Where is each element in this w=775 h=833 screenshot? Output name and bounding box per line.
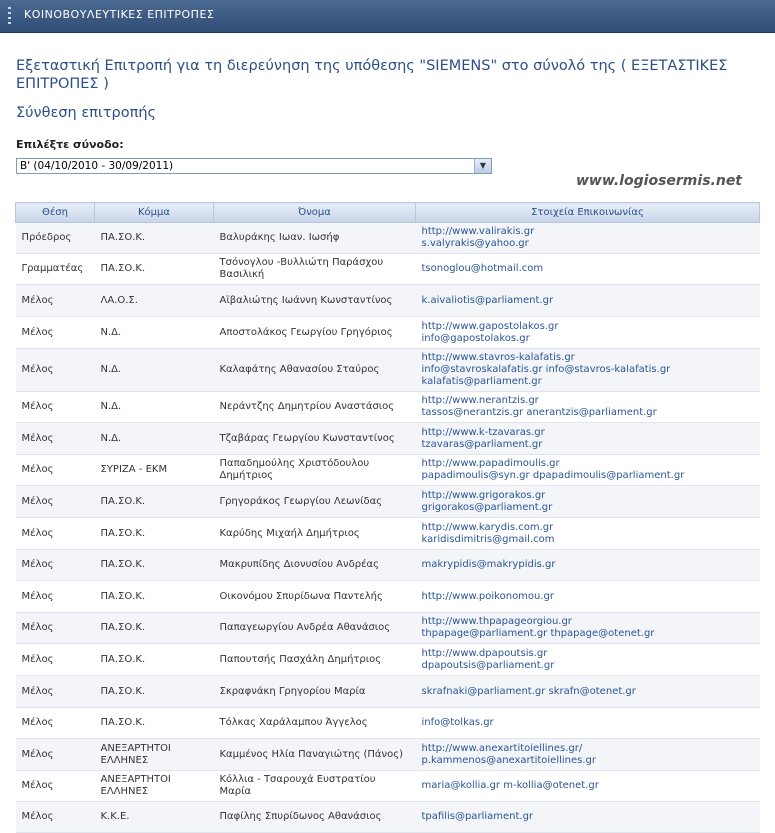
contact-link[interactable]: tassos@nerantzis.gr anerantzis@parliament.gr bbox=[421, 407, 657, 418]
table-row bbox=[16, 739, 760, 771]
cell-contact bbox=[416, 423, 760, 455]
cell-contact bbox=[416, 739, 760, 771]
table-row bbox=[16, 771, 760, 802]
cell-party: ΑΝΕΞΑΡΤΗΤΟΙ ΕΛΛΗΝΕΣ bbox=[95, 771, 214, 802]
cell-contact bbox=[416, 349, 760, 392]
column-header-contact: Στοιχεία Επικοινωνίας bbox=[416, 203, 760, 223]
cell-party: Ν.Δ. bbox=[95, 423, 214, 455]
cell-contact bbox=[416, 518, 760, 550]
contact-link[interactable]: thpapage@parliament.gr thpapage@otenet.gr bbox=[421, 628, 655, 639]
watermark: www.logiosermis.net bbox=[576, 173, 743, 189]
cell-name: Αϊβαλιώτης Ιωάννη Κωνσταντίνος bbox=[214, 285, 416, 317]
contact-link[interactable]: info@tolkas.gr bbox=[421, 717, 494, 728]
cell-party: Ν.Δ. bbox=[95, 349, 214, 392]
cell-position: Μέλος bbox=[16, 423, 95, 455]
cell-name: Οικονόμου Σπυρίδωνα Παντελής bbox=[214, 581, 416, 613]
cell-party: Ν.Δ. bbox=[95, 317, 214, 349]
cell-position: Μέλος bbox=[16, 708, 95, 739]
cell-position: Μέλος bbox=[16, 644, 95, 676]
cell-position: Μέλος bbox=[16, 518, 95, 550]
cell-name: Μακρυπίδης Διονυσίου Ανδρέας bbox=[214, 550, 416, 581]
contact-link[interactable]: tzavaras@parliament.gr bbox=[421, 438, 543, 450]
contact-link[interactable]: s.valyrakis@yahoo.gr bbox=[421, 238, 529, 249]
contact-link[interactable]: skrafnaki@parliament.gr skrafn@otenet.gr bbox=[421, 685, 636, 697]
contact-link[interactable]: http://www.gapostolakos.gr bbox=[421, 320, 559, 332]
session-select-label: Επιλέξτε σύνοδο: bbox=[16, 138, 124, 151]
table-row bbox=[16, 455, 760, 486]
table-row bbox=[16, 802, 760, 833]
cell-name: Καλαφάτης Αθανασίου Σταύρος bbox=[214, 349, 416, 392]
contact-link[interactable]: http://www.papadimoulis.gr bbox=[421, 458, 560, 469]
cell-position: Μέλος bbox=[16, 392, 95, 423]
contact-link[interactable]: http://www.k-tzavaras.gr bbox=[421, 426, 545, 438]
contact-link[interactable]: http://www.anexartitoiellines.gr/ bbox=[421, 742, 583, 754]
contact-link[interactable]: karidisdimitris@gmail.com bbox=[421, 533, 555, 545]
cell-name: Γρηγοράκος Γεωργίου Λεωνίδας bbox=[214, 486, 416, 518]
cell-contact bbox=[416, 455, 760, 486]
top-bar bbox=[0, 0, 775, 33]
contact-link[interactable]: http://www.dpapoutsis.gr bbox=[421, 647, 548, 659]
table-row bbox=[16, 317, 760, 349]
chevron-down-icon[interactable]: ▼ bbox=[474, 159, 491, 173]
cell-contact bbox=[416, 254, 760, 285]
cell-position: Μέλος bbox=[16, 581, 95, 613]
cell-party: ΠΑ.ΣΟ.Κ. bbox=[95, 708, 214, 739]
cell-party: ΠΑ.ΣΟ.Κ. bbox=[95, 644, 214, 676]
cell-party: ΠΑ.ΣΟ.Κ. bbox=[95, 518, 214, 550]
cell-name: Καμμένος Ηλία Παναγιώτης (Πάνος) bbox=[214, 739, 416, 771]
cell-position: Μέλος bbox=[16, 676, 95, 708]
contact-link[interactable]: tsonoglou@hotmail.com bbox=[421, 263, 544, 274]
page-title: Εξεταστική Επιτροπή για τη διερεύνηση της υπόθεσης "SIEMENS" στο σύνολό της ( ΕΞΕΤΑΣΤΙΚΕΣ ΕΠΙΤΡΟΠΕΣ ) bbox=[16, 58, 728, 92]
cell-name: Κόλλια - Τσαρουχά Ευστρατίου Μαρία bbox=[214, 771, 416, 802]
cell-name: Παφίλης Σπυρίδωνος Αθανάσιος bbox=[214, 802, 416, 833]
cell-contact bbox=[416, 486, 760, 518]
cell-party: ΠΑ.ΣΟ.Κ. bbox=[95, 254, 214, 285]
contact-link[interactable]: info@stavroskalafatis.gr info@stavros-kalafatis.gr bbox=[421, 364, 671, 375]
cell-name: Βαλυράκης Ιωαν. Ιωσήφ bbox=[214, 223, 416, 254]
cell-party: ΠΑ.ΣΟ.Κ. bbox=[95, 676, 214, 708]
table-row bbox=[16, 486, 760, 518]
cell-position: Γραμματέας bbox=[16, 254, 95, 285]
grip-icon bbox=[8, 7, 11, 25]
table-row bbox=[16, 349, 760, 392]
cell-position: Μέλος bbox=[16, 613, 95, 644]
table-row bbox=[16, 518, 760, 550]
cell-contact bbox=[416, 581, 760, 613]
contact-link[interactable]: makrypidis@makrypidis.gr bbox=[421, 559, 556, 570]
column-header-name: Όνομα bbox=[214, 203, 416, 223]
contact-link[interactable]: http://www.nerantzis.gr bbox=[421, 395, 539, 406]
cell-contact bbox=[416, 613, 760, 644]
cell-contact bbox=[416, 771, 760, 802]
cell-name: Σκραφνάκη Γρηγορίου Μαρία bbox=[214, 676, 416, 708]
contact-link[interactable]: papadimoulis@syn.gr dpapadimoulis@parliament.gr bbox=[421, 470, 685, 481]
session-select-value: Β' (04/10/2010 - 30/09/2011) bbox=[20, 160, 174, 172]
cell-contact bbox=[416, 285, 760, 317]
cell-name: Καρύδης Μιχαήλ Δημήτριος bbox=[214, 518, 416, 550]
cell-position: Μέλος bbox=[16, 771, 95, 802]
cell-contact bbox=[416, 223, 760, 254]
contact-link[interactable]: dpapoutsis@parliament.gr bbox=[421, 659, 555, 671]
table-header-row bbox=[16, 203, 760, 223]
contact-link[interactable]: k.aivaliotis@parliament.gr bbox=[421, 294, 554, 306]
contact-link[interactable]: http://www.karydis.com.gr bbox=[421, 521, 554, 533]
cell-name: Τσόνογλου -Βυλλιώτη Παράσχου Βασιλική bbox=[214, 254, 416, 285]
cell-name: Τόλκας Χαράλαμπου Άγγελος bbox=[214, 708, 416, 739]
cell-position: Μέλος bbox=[16, 285, 95, 317]
cell-position: Μέλος bbox=[16, 550, 95, 581]
contact-link[interactable]: kalafatis@parliament.gr bbox=[421, 376, 542, 387]
cell-party: ΠΑ.ΣΟ.Κ. bbox=[95, 223, 214, 254]
table-row bbox=[16, 392, 760, 423]
cell-contact bbox=[416, 317, 760, 349]
contact-link[interactable]: info@gapostolakos.gr bbox=[421, 332, 530, 344]
cell-name: Αποστολάκος Γεωργίου Γρηγόριος bbox=[214, 317, 416, 349]
cell-name: Τζαβάρας Γεωργίου Κωνσταντίνος bbox=[214, 423, 416, 455]
table-row bbox=[16, 423, 760, 455]
contact-link[interactable]: p.kammenos@anexartitoiellines.gr bbox=[421, 754, 597, 766]
cell-name: Παπουτσής Πασχάλη Δημήτριος bbox=[214, 644, 416, 676]
column-header-party: Κόμμα bbox=[95, 203, 214, 223]
section-title: ΚΟΙΝΟΒΟΥΛΕΥΤΙΚΕΣ ΕΠΙΤΡΟΠΕΣ bbox=[24, 8, 215, 21]
cell-contact bbox=[416, 392, 760, 423]
cell-party: ΣΥΡΙΖΑ - ΕΚΜ bbox=[95, 455, 214, 486]
table-row bbox=[16, 676, 760, 708]
cell-party: ΠΑ.ΣΟ.Κ. bbox=[95, 486, 214, 518]
table-row bbox=[16, 708, 760, 739]
cell-party: Ν.Δ. bbox=[95, 392, 214, 423]
cell-party: ΑΝΕΞΑΡΤΗΤΟΙ ΕΛΛΗΝΕΣ bbox=[95, 739, 214, 771]
cell-contact bbox=[416, 802, 760, 833]
section-subtitle: Σύνθεση επιτροπής bbox=[16, 105, 157, 121]
column-header-position: Θέση bbox=[16, 203, 95, 223]
cell-contact bbox=[416, 708, 760, 739]
table-row bbox=[16, 644, 760, 676]
table-row bbox=[16, 285, 760, 317]
table-row bbox=[16, 550, 760, 581]
cell-party: ΛΑ.Ο.Σ. bbox=[95, 285, 214, 317]
cell-party: ΠΑ.ΣΟ.Κ. bbox=[95, 613, 214, 644]
cell-position: Μέλος bbox=[16, 802, 95, 833]
cell-name: Παπαδημούλης Χριστόδουλου Δημήτριος bbox=[214, 455, 416, 486]
cell-name: Νεράντζης Δημητρίου Αναστάσιος bbox=[214, 392, 416, 423]
session-select[interactable] bbox=[16, 158, 492, 174]
cell-name: Παπαγεωργίου Ανδρέα Αθανάσιος bbox=[214, 613, 416, 644]
contact-link[interactable]: maria@kollia.gr m-kollia@otenet.gr bbox=[421, 780, 599, 791]
cell-position: Μέλος bbox=[16, 455, 95, 486]
contact-link[interactable]: grigorakos@parliament.gr bbox=[421, 501, 553, 513]
cell-position: Μέλος bbox=[16, 486, 95, 518]
cell-contact bbox=[416, 550, 760, 581]
contact-link[interactable]: http://www.thpapageorgiou.gr bbox=[421, 616, 572, 627]
cell-contact bbox=[416, 644, 760, 676]
table-row bbox=[16, 254, 760, 285]
members-table bbox=[15, 202, 760, 833]
table-row bbox=[16, 223, 760, 254]
cell-contact bbox=[416, 676, 760, 708]
cell-position: Πρόεδρος bbox=[16, 223, 95, 254]
cell-party: Κ.Κ.Ε. bbox=[95, 802, 214, 833]
table-row bbox=[16, 581, 760, 613]
cell-party: ΠΑ.ΣΟ.Κ. bbox=[95, 581, 214, 613]
cell-position: Μέλος bbox=[16, 317, 95, 349]
contact-link[interactable]: tpafilis@parliament.gr bbox=[421, 811, 534, 822]
table-row bbox=[16, 613, 760, 644]
cell-position: Μέλος bbox=[16, 349, 95, 392]
contact-link[interactable]: http://www.valirakis.gr bbox=[421, 226, 535, 237]
cell-position: Μέλος bbox=[16, 739, 95, 771]
contact-link[interactable]: http://www.grigorakos.gr bbox=[421, 489, 546, 501]
contact-link[interactable]: http://www.poikonomou.gr bbox=[421, 590, 555, 602]
contact-link[interactable]: http://www.stavros-kalafatis.gr bbox=[421, 352, 575, 363]
cell-party: ΠΑ.ΣΟ.Κ. bbox=[95, 550, 214, 581]
